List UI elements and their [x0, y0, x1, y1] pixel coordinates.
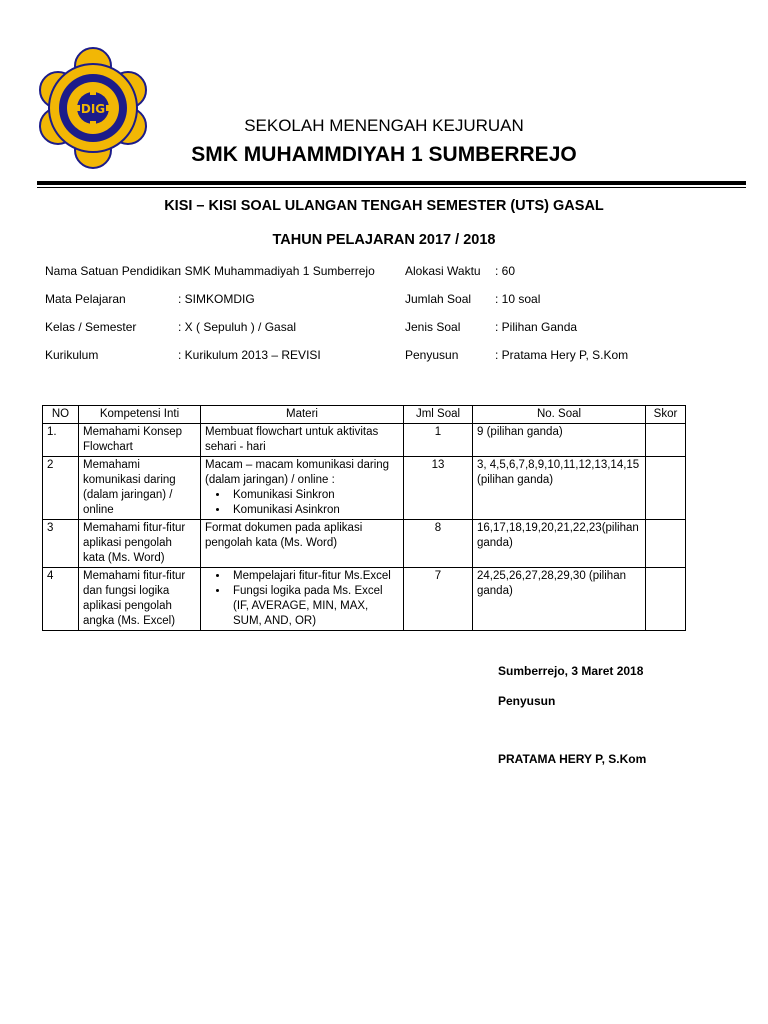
- school-name: SMK MUHAMMDIYAH 1 SUMBERREJO: [191, 143, 577, 166]
- materi-list-item: • Mempelajari fitur-fitur Ms.Excel: [229, 569, 399, 584]
- cell-materi: [201, 424, 404, 457]
- cell-jml-soal: 13: [404, 457, 473, 520]
- cell-jml-soal: 8: [404, 520, 473, 568]
- header-jml-soal: Jml Soal: [404, 406, 473, 424]
- materi-list-item: • Komunikasi Asinkron: [229, 503, 399, 518]
- materi-list: [205, 488, 399, 518]
- info-label-kelas: Kelas / Semester: [45, 320, 137, 334]
- cell-kompetensi: Memahami fitur-fitur dan fungsi logika aplikasi pengolah angka (Ms. Excel): [79, 568, 201, 631]
- cell-materi: [201, 520, 404, 568]
- school-type: SEKOLAH MENENGAH KEJURUAN: [244, 116, 524, 135]
- materi-text: Macam – macam komunikasi daring (dalam jaringan) / online :: [205, 459, 390, 486]
- cell-no-soal: 16,17,18,19,20,21,22,23(pilihan ganda): [473, 520, 646, 568]
- info-label-jenis: Jenis Soal: [405, 320, 461, 334]
- table-row: [43, 520, 686, 568]
- info-value-alokasi: : 60: [495, 264, 516, 278]
- materi-list-item: • Komunikasi Sinkron: [229, 488, 399, 503]
- signature-name: PRATAMA HERY P, S.Kom: [498, 752, 647, 766]
- svg-text:DIG: DIG: [80, 102, 106, 116]
- materi-list-item: • Fungsi logika pada Ms. Excel (IF, AVERAGE, MIN, MAX, SUM, AND, OR): [229, 584, 399, 629]
- info-label-satuan: Nama Satuan Pendidikan: [45, 264, 182, 278]
- info-value-penyusun: : Pratama Hery P, S.Kom: [495, 348, 629, 362]
- header-no-soal: No. Soal: [473, 406, 646, 424]
- cell-materi: [201, 457, 404, 520]
- info-label-penyusun: Penyusun: [405, 348, 459, 362]
- info-value-satuan: : SMK Muhammadiyah 1 Sumberrejo: [178, 264, 375, 278]
- info-value-jumlah: : 10 soal: [495, 292, 541, 306]
- signature-role: Penyusun: [498, 694, 556, 708]
- header-kompetensi: Kompetensi Inti: [79, 406, 201, 424]
- cell-no-soal: 24,25,26,27,28,29,30 (pilihan ganda): [473, 568, 646, 631]
- info-value-kelas: : X ( Sepuluh ) / Gasal: [178, 320, 297, 334]
- cell-skor: [646, 457, 686, 520]
- info-label-kurikulum: Kurikulum: [45, 348, 99, 362]
- cell-skor: [646, 520, 686, 568]
- materi-list: [205, 569, 399, 629]
- document-title: KISI – KISI SOAL ULANGAN TENGAH SEMESTER (UTS) GASAL: [164, 198, 604, 214]
- header-materi: Materi: [201, 406, 404, 424]
- cell-kompetensi: Memahami komunikasi daring (dalam jaringan) / online: [79, 457, 201, 520]
- signature-place-date: Sumberrejo, 3 Maret 2018: [498, 664, 644, 678]
- info-value-mapel: : SIMKOMDIG: [178, 292, 255, 306]
- info-label-jumlah: Jumlah Soal: [405, 292, 472, 306]
- cell-jml-soal: 7: [404, 568, 473, 631]
- cell-kompetensi: Memahami Konsep Flowchart: [79, 424, 201, 457]
- header-no: NO: [43, 406, 79, 424]
- info-label-alokasi: Alokasi Waktu: [405, 264, 481, 278]
- academic-year: TAHUN PELAJARAN 2017 / 2018: [272, 232, 496, 248]
- materi-text: Format dokumen pada aplikasi pengolah kata (Ms. Word): [205, 522, 363, 549]
- cell-no: 3: [43, 520, 79, 568]
- cell-no-soal: 9 (pilihan ganda): [473, 424, 646, 457]
- header-divider-thin: [37, 187, 746, 188]
- info-value-kurikulum: : Kurikulum 2013 – REVISI: [178, 348, 321, 362]
- header-skor: Skor: [646, 406, 686, 424]
- kisi-table: [42, 405, 686, 631]
- cell-no: 1.: [43, 424, 79, 457]
- header-divider-thick: [37, 181, 746, 185]
- cell-no: 2: [43, 457, 79, 520]
- materi-text: Membuat flowchart untuk aktivitas sehari - hari: [205, 426, 379, 453]
- table-row: [43, 568, 686, 631]
- info-label-mapel: Mata Pelajaran: [45, 292, 126, 306]
- cell-skor: [646, 424, 686, 457]
- cell-no: 4: [43, 568, 79, 631]
- cell-no-soal: 3, 4,5,6,7,8,9,10,11,12,13,14,15 (pilihan ganda): [473, 457, 646, 520]
- cell-jml-soal: 1: [404, 424, 473, 457]
- cell-kompetensi: Memahami fitur-fitur aplikasi pengolah kata (Ms. Word): [79, 520, 201, 568]
- cell-skor: [646, 568, 686, 631]
- table-header-row: [43, 406, 686, 424]
- table-row: [43, 424, 686, 457]
- table-row: [43, 457, 686, 520]
- info-value-jenis: : Pilihan Ganda: [495, 320, 578, 334]
- cell-materi: [201, 568, 404, 631]
